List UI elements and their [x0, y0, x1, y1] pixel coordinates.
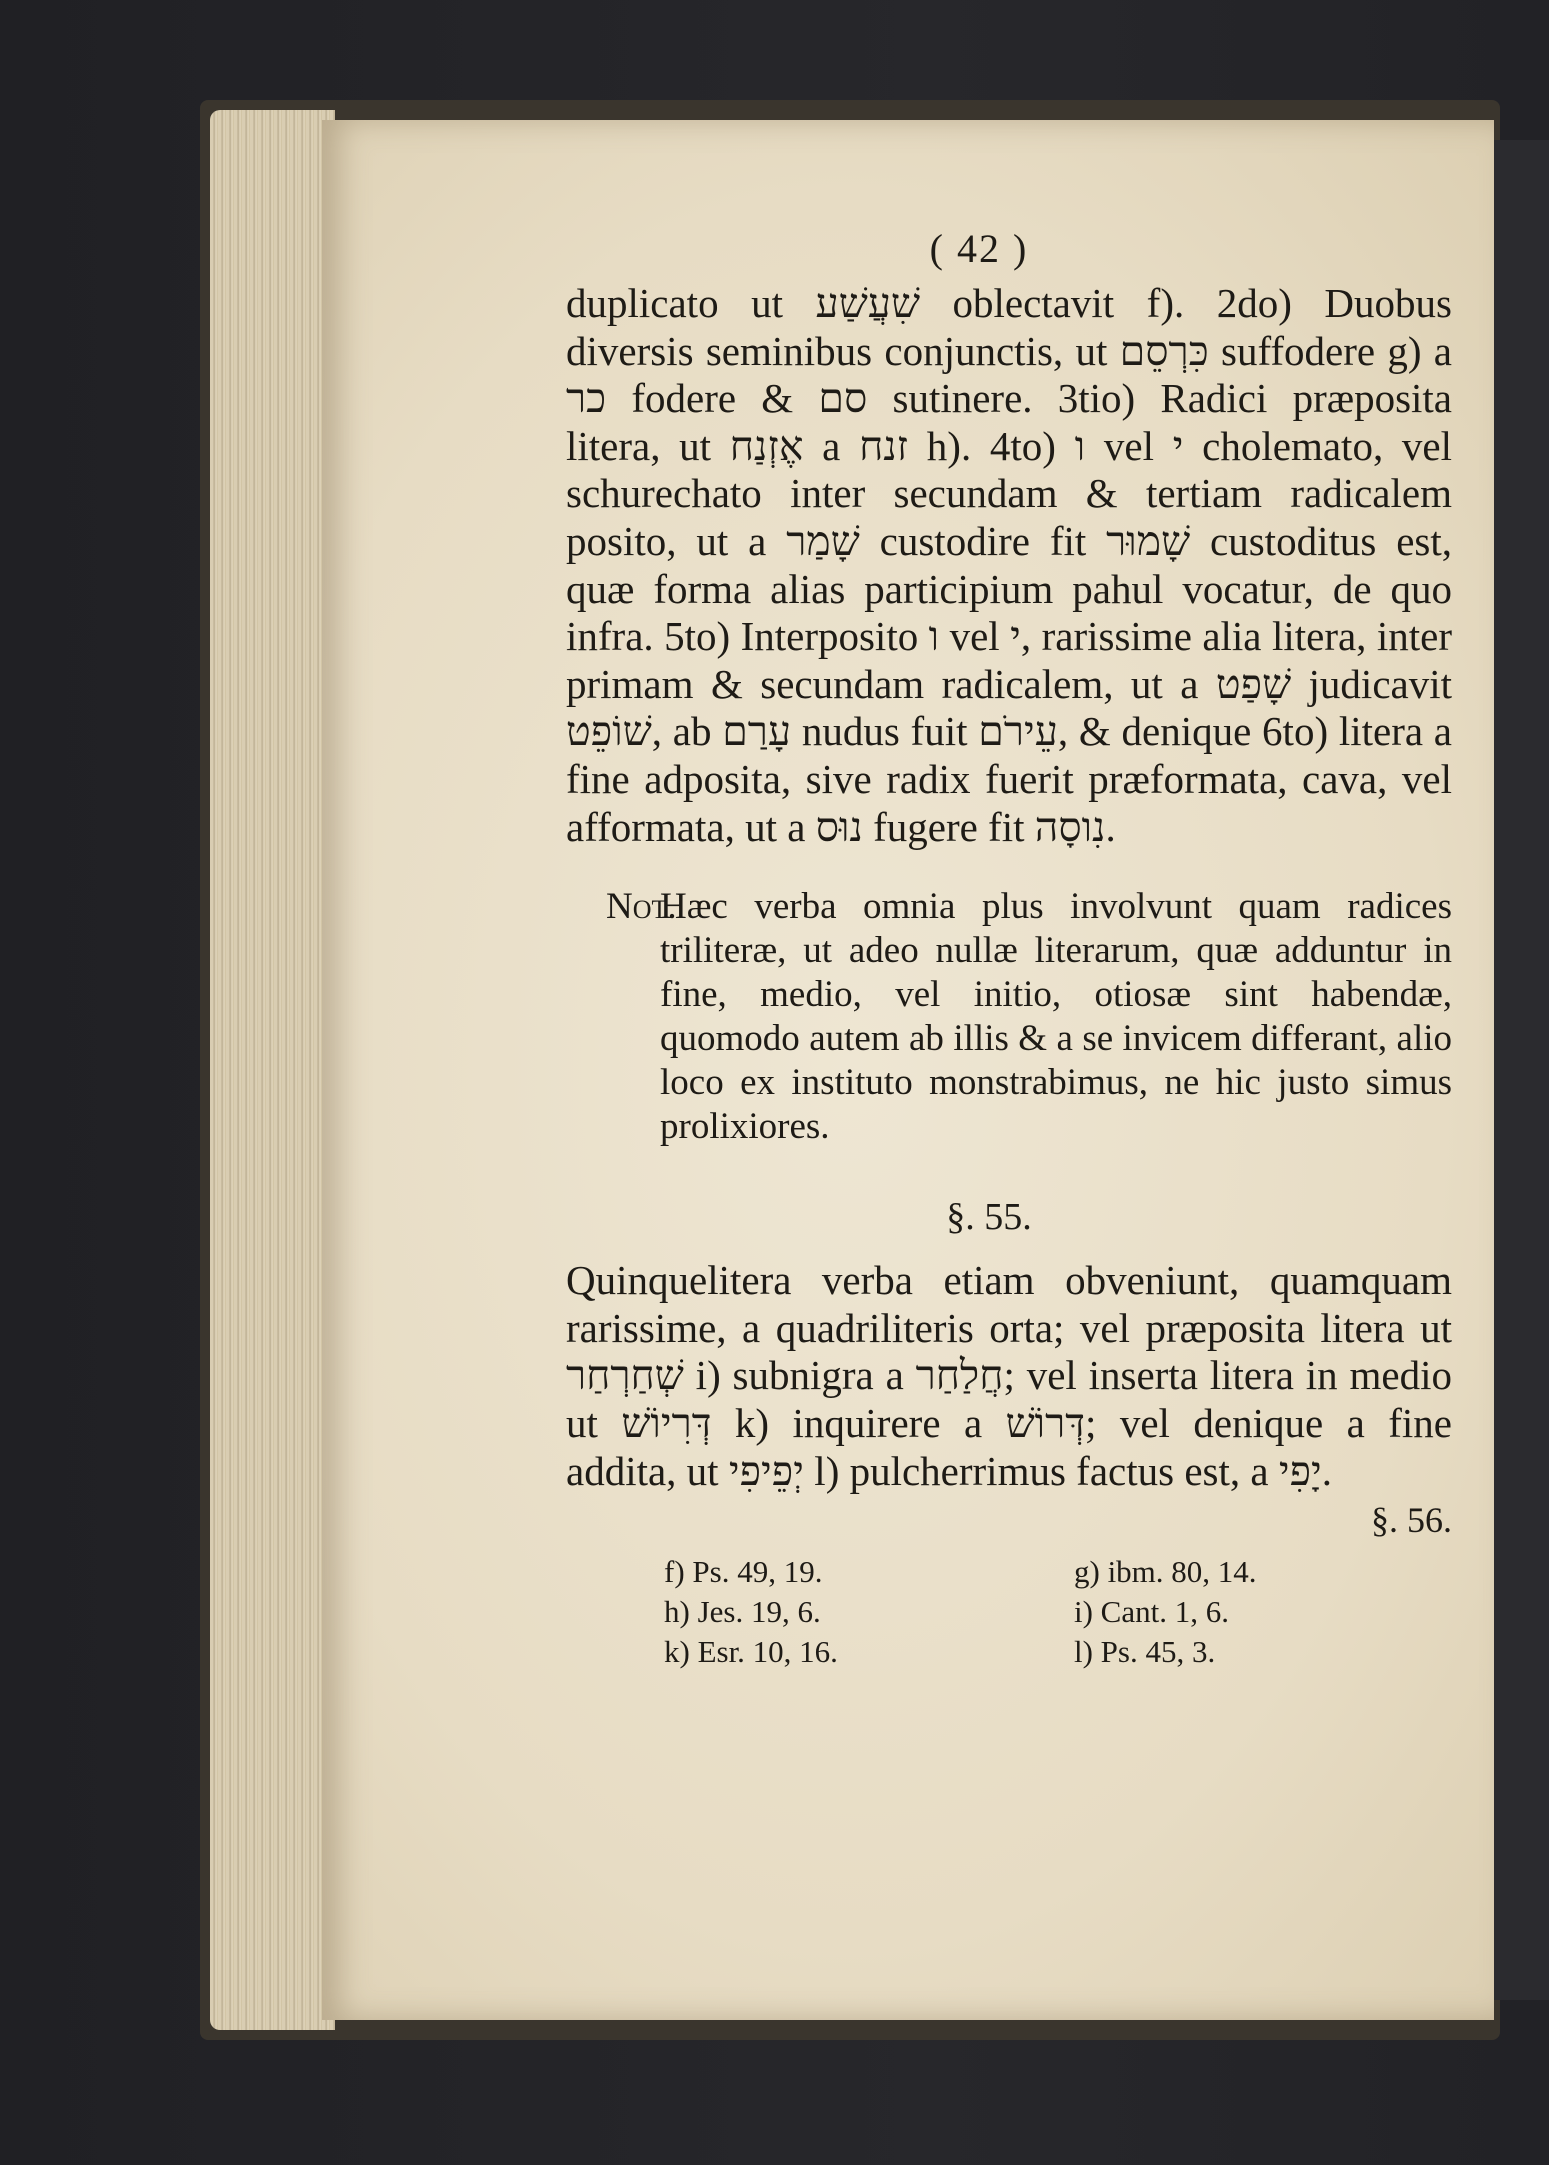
main-paragraph: duplicato ut שִׁעֲשַׁע oblectavit f). 2do) Duobus diversis seminibus conjunctis, ut כִּרְסֵם suffodere g) a כר fodere & סם sutinere. 3tio) Radici præposita litera, ut אֶזְנַח a זנח h). 4to) ו vel י cholemato, vel schurechato inter secundam & tertiam radicalem posito, ut a שָׁמַר custodire fit שָׁמוּר custoditus est, quæ forma alias participium pahul vocatur, de quo infra. 5to) Interposito ו vel י, rarissime alia litera, inter primam & secundam radicalem, ut a שָׁפַט judicavit שׁוֹפֵט, ab עָרַם nudus fuit עֵירֹם, & denique 6to) litera a fine adposita, sive radix fuerit præformata, cava, vel afformata, ut a נוּס fugere fit נִוסָה. [566, 280, 1453, 850]
footnotes [566, 1553, 1452, 1671]
footnote: i) Cant. 1, 6. [1074, 1594, 1229, 1630]
page-number: ( 42 ) [929, 226, 1029, 271]
page-edges [210, 110, 335, 2030]
footnote: l) Ps. 45, 3. [1074, 1634, 1216, 1670]
note-text: Hæc verba omnia plus involvunt quam radices triliteræ, ut adeo nullæ literarum, quæ adduntur in fine, medio, vel initio, otiosæ sint habendæ, quomodo autem ab illis & a se invicem differant, alio loco ex instituto monstrabimus, ne hic justo simus prolixiores. [660, 886, 1452, 1148]
catchword: §. 56. [1371, 1500, 1452, 1541]
section-heading: §. 55. [946, 1196, 1032, 1239]
page-text [566, 225, 1452, 1671]
footnote: f) Ps. 49, 19. [664, 1554, 823, 1590]
note-block [566, 885, 1452, 1149]
footnote: g) ibm. 80, 14. [1074, 1554, 1257, 1590]
section-paragraph: Quinquelitera verba etiam obveniunt, quamquam rarissime, a quadriliteris orta; vel præposita litera ut שְׁחַרְחַר i) subnigra a חֲלַחַר; vel inserta litera in medio ut דְּרִיוֹשׁ k) inquirere a דְּרוֹשׁ; vel denique a fine addita, ut יְפֵיפִי l) pulcherrimus factus est, a יָפִי. [566, 1257, 1452, 1494]
footnote: k) Esr. 10, 16. [664, 1634, 838, 1670]
footnote: h) Jes. 19, 6. [664, 1594, 821, 1630]
right-margin-shadow [1494, 140, 1549, 2000]
note-label: Not. [606, 886, 677, 928]
